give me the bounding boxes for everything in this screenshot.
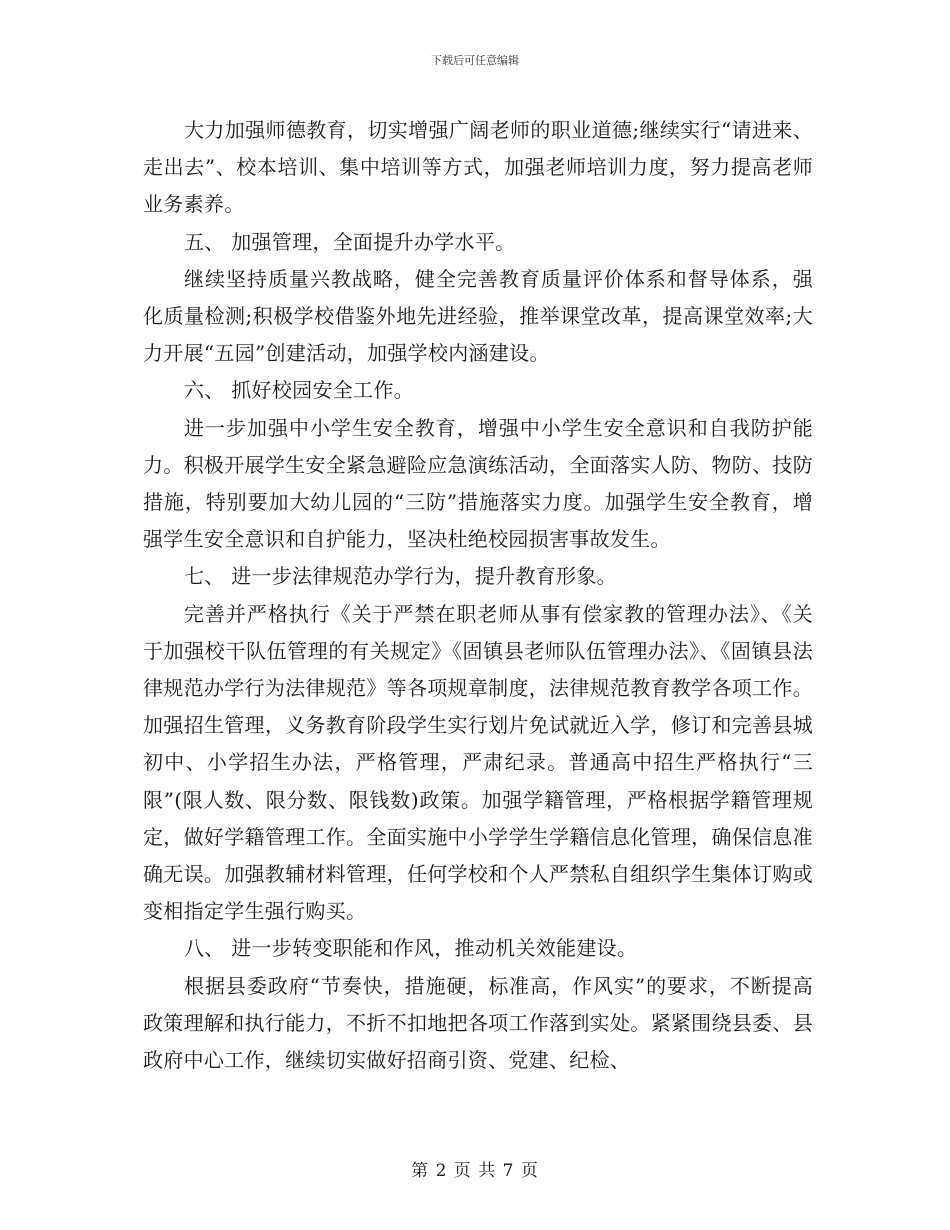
paragraph-efficiency: 根据县委政府“节奏快，措施硬，标准高，作风实”的要求，不断提高政策理解和执行能力，不折不扣地把各项工作落到实处。紧紧围绕县委、县政府中心工作，继续切实做好招商引资、党建、纪检、 bbox=[143, 973, 813, 1073]
section-heading-5: 五、 加强管理，全面提升办学水平。 bbox=[184, 229, 516, 254]
section-heading-8: 八、 进一步转变职能和作风，推动机关效能建设。 bbox=[184, 936, 638, 961]
page-number: 第 2 页 共 7 页 bbox=[411, 1161, 539, 1181]
paragraph-teacher-ethics: 大力加强师德教育，切实增强广阔老师的职业道德;继续实行“请进来、走出去”、校本培训、集中培训等方式，加强老师培训力度，努力提高老师业务素养。 bbox=[143, 118, 813, 217]
paragraph-quality: 继续坚持质量兴教战略，健全完善教育质量评价体系和督导体系，强化质量检测;积极学校借鉴外地先进经验，推举课堂改革，提高课堂效率;大力开展“五园”创建活动，加强学校内涵建设。 bbox=[143, 266, 813, 366]
paragraph-safety: 进一步加强中小学生安全教育，增强中小学生安全意识和自我防护能力。积极开展学生安全紧急避险应急演练活动，全面落实人防、物防、技防措施，特别要加大幼儿园的“三防”措施落实力度。加强学生安全教育，增强学生安全意识和自护能力，坚决杜绝校园损害事故发生。 bbox=[143, 415, 813, 552]
document-body bbox=[143, 112, 813, 1079]
paragraph-regulation: 完善并严格执行《关于严禁在职老师从事有偿家教的管理办法》、《关于加强校干队伍管理的有关规定》《固镇县老师队伍管理办法》、《固镇县法律规范办学行为法律规范》等各项规章制度，法律规范教育教学各项工作。加强招生管理，义务教育阶段学生实行划片免试就近入学，修订和完善县城初中、小学招生办法，严格管理，严肃纪录。普通高中招生严格执行“三限”(限人数、限分数、限钱数)政策。加强学籍管理，严格根据学籍管理规定，做好学籍管理工作。全面实施中小学学生学籍信息化管理，确保信息准确无误。加强教辅材料管理，任何学校和个人严禁私自组织学生集体订购或变相指定学生强行购买。 bbox=[143, 601, 813, 924]
section-heading-6: 六、 抓好校园安全工作。 bbox=[184, 378, 414, 403]
page-header-note: 下载后可任意编辑 bbox=[431, 54, 519, 67]
section-heading-7: 七、 进一步法律规范办学行为，提升教育形象。 bbox=[184, 564, 617, 589]
